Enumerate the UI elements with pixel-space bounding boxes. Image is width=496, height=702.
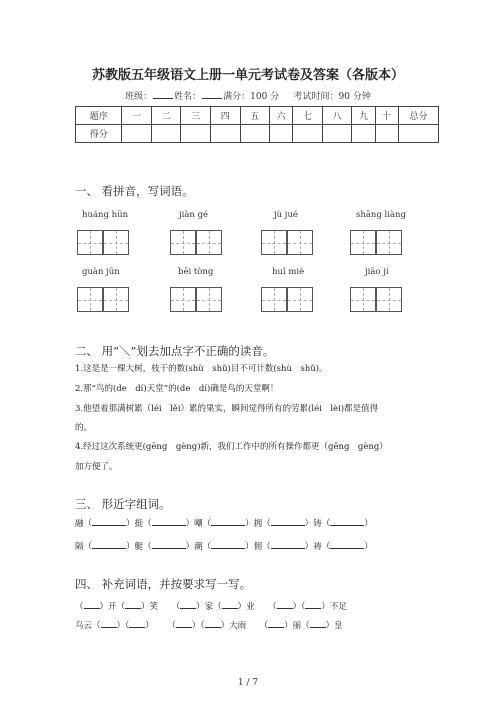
pinyin-label: shāng liàng [356,210,406,220]
idiom-row [75,600,347,612]
idiom-text: ）开（ [99,602,126,612]
idiom-text: ）家（ [196,602,222,612]
pinyin-label: jù jué [274,210,298,220]
answer-blank[interactable] [84,600,100,609]
answer-blank[interactable] [205,619,221,628]
idiom-text: （ [167,621,176,631]
idiom-text: ）大雨 [220,621,247,631]
idiom-text: ）丽（ [284,621,310,631]
word-char: 潮 [194,542,203,552]
question-line: 4.经过这次系统更(gēng gèng)新，我们工作中的所有操作都更（gēng gèng） [75,442,388,452]
section4-heading: 四、 补充词语，并按要求写一写。 [75,577,252,591]
class-blank[interactable] [153,90,173,99]
answer-blank[interactable] [101,619,117,628]
answer-blank[interactable] [268,619,284,628]
answer-blank[interactable] [330,540,364,549]
full-score: 满分：100 分 [223,92,280,102]
writing-grid-box[interactable] [287,287,313,312]
score-cell[interactable] [375,125,398,143]
writing-grid-box[interactable] [261,287,287,312]
table-cell: 总分 [398,107,438,125]
answer-blank[interactable] [211,540,245,549]
writing-grid-box[interactable] [287,230,313,255]
word-char: 挺 [134,519,144,529]
answer-blank[interactable] [180,600,196,609]
writing-grid-box[interactable] [261,230,287,255]
table-cell: 七 [293,107,323,125]
answer-blank[interactable] [176,619,192,628]
name-label: 姓名： [174,92,202,102]
writing-grid-box[interactable] [170,287,196,312]
idiom-text: （ [259,621,269,631]
word-group-row: 融（ ）挺（ ）嘲（ ）拥（ ）铸（ ） [75,519,373,529]
idiom-text: ）皇 [325,621,343,631]
question-line: 3.他望着那满树累（léi lěi）累的果实，瞬间觉得所有的劳累(léi lèi)都是值得 [75,404,379,414]
word-char: 佣 [253,542,263,552]
table-cell: 十 [375,107,398,125]
idiom-text: ）（ [292,602,306,612]
idiom-text: ） [145,621,154,631]
table-cell: 八 [322,107,352,125]
idiom-text: （ [75,602,84,612]
score-cell[interactable] [293,125,323,143]
section3-heading: 三、 形近字组词。 [75,497,171,511]
answer-blank[interactable] [92,540,126,549]
section2-heading: 二、 用“＼”划去加点字不正确的读音。 [75,344,275,358]
section1-heading: 一、 看拼音，写词语。 [75,184,194,198]
answer-blank[interactable] [271,540,305,549]
answer-blank[interactable] [277,600,293,609]
answer-blank[interactable] [152,540,186,549]
writing-grid-box[interactable] [103,230,129,255]
pinyin-label: jiāo jí [365,267,389,277]
word-group-row: 隔（ ）艇（ ）潮（ ）佣（ ）祷（ ） [75,542,373,552]
table-cell: 九 [352,107,375,125]
score-cell[interactable] [322,125,352,143]
pinyin-label: guàn jūn [82,267,120,277]
word-char: 嘲 [194,519,203,529]
writing-grid-box[interactable] [170,230,196,255]
table-cell: 题序 [76,107,122,125]
answer-blank[interactable] [271,517,305,526]
writing-grid-box[interactable] [196,287,222,312]
answer-blank[interactable] [330,517,364,526]
score-cell[interactable] [352,125,375,143]
table-cell: 四 [211,107,241,125]
table-cell: 三 [181,107,211,125]
class-label: 班级： [125,92,153,102]
score-cell[interactable] [181,125,211,143]
idiom-text: ）笑 [141,602,159,612]
score-table-header [76,107,439,125]
answer-blank[interactable] [211,517,245,526]
answer-blank[interactable] [129,619,145,628]
writing-grid-box[interactable] [376,287,402,312]
answer-blank[interactable] [125,600,141,609]
pinyin-label: jiàn gé [179,210,209,220]
word-char: 融 [75,519,84,529]
writing-grid-box[interactable] [376,230,402,255]
question-line: 加方便了。 [75,462,118,472]
table-cell: 五 [240,107,270,125]
table-cell: 得分 [76,125,122,143]
writing-grid-box[interactable] [350,287,376,312]
score-cell[interactable] [211,125,241,143]
word-char: 隔 [75,542,84,552]
writing-grid-box[interactable] [103,287,129,312]
idiom-text: ）（ [191,621,205,631]
answer-blank[interactable] [222,600,238,609]
exam-time: 考试时间：90 分钟 [293,92,371,102]
answer-blank[interactable] [310,619,326,628]
word-char: 拥 [253,519,263,529]
idiom-text: ）业 [237,602,255,612]
idiom-text: ）（ [116,621,130,631]
question-line: 的。 [75,423,93,433]
writing-grid-box[interactable] [77,230,103,255]
idiom-text: ）不足 [321,602,347,612]
word-char: 铸 [313,519,322,529]
table-cell: 一 [122,107,152,125]
answer-blank[interactable] [152,517,186,526]
idiom-text: 乌云（ [75,621,101,631]
score-table-row [76,125,439,143]
word-char: 艇 [134,542,144,552]
exam-info [0,89,496,102]
answer-blank[interactable] [305,600,321,609]
score-cell[interactable] [122,125,152,143]
score-cell[interactable] [151,125,181,143]
idiom-text: （ [171,602,181,612]
writing-grid-box[interactable] [77,287,103,312]
name-blank[interactable] [202,90,222,99]
writing-grid-box[interactable] [196,230,222,255]
table-cell: 六 [270,107,293,125]
score-table [75,106,439,143]
pinyin-label: huǐ miè [272,267,305,277]
answer-blank[interactable] [92,517,126,526]
table-cell: 二 [151,107,181,125]
question-line: 2.那“鸟的(de dí)天堂”的(de dí)确是鸟的天堂啊！ [75,384,279,394]
pinyin-label: bēi tòng [178,267,214,277]
word-char: 祷 [313,542,322,552]
pinyin-label: huáng hūn [82,210,129,220]
score-cell[interactable] [398,125,438,143]
writing-grid-box[interactable] [350,230,376,255]
score-cell[interactable] [240,125,270,143]
idiom-row [75,619,343,631]
idiom-text: （ [268,602,277,612]
page-number: 1 / 7 [237,678,259,688]
question-line: 1.这是是一棵大树，枝干的数(shù shǔ)目不可计数(shù shǔ)。 [75,364,328,374]
score-cell[interactable] [270,125,293,143]
page-title: 苏教版五年级语文上册一单元考试卷及答案（各版本） [91,68,404,83]
